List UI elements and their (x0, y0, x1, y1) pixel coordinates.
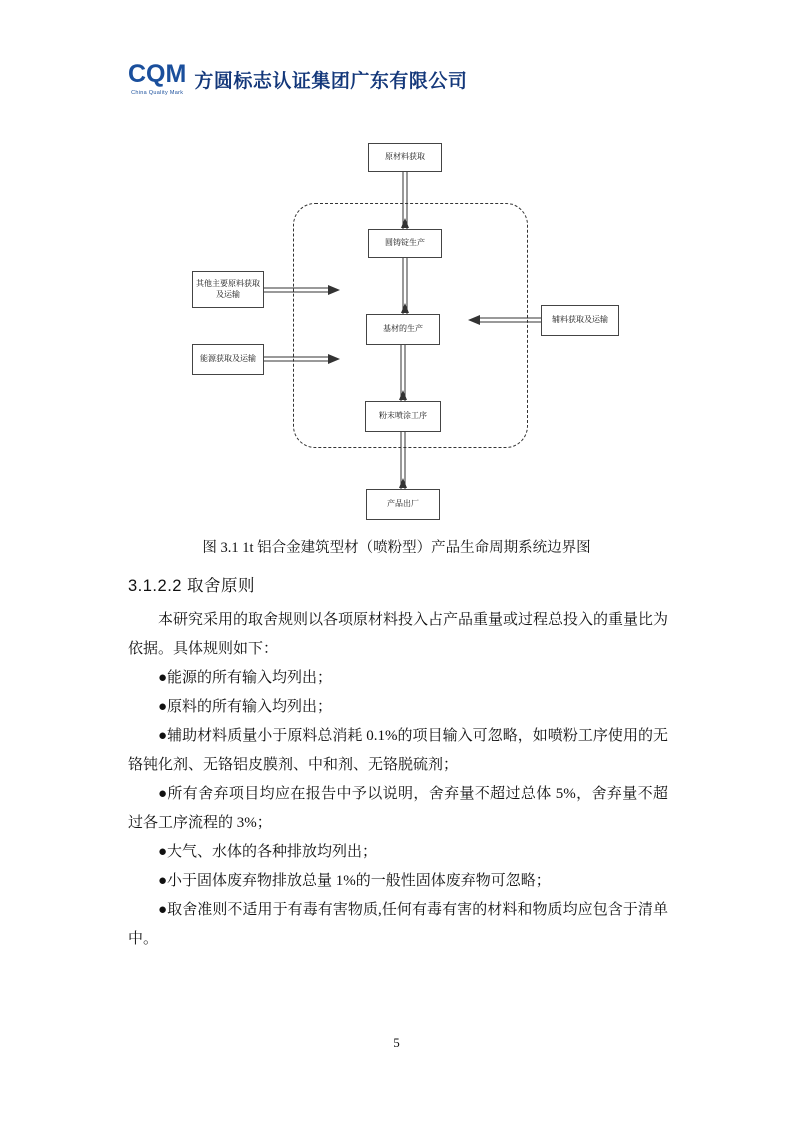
diagram-node-raw-material: 原材料获取 (368, 143, 442, 172)
diagram-node-product-out: 产品出厂 (366, 489, 440, 520)
system-boundary-diagram (150, 125, 660, 525)
cqm-logo-icon (128, 62, 186, 96)
logo-subtitle: China Quality Mark (131, 90, 184, 96)
diagram-node-powder-coating: 粉末喷涂工序 (365, 401, 441, 432)
bullet-1: ●能源的所有输入均列出； (158, 670, 333, 686)
document-header (128, 62, 467, 96)
paragraph-1: 本研究采用的取舍规则以各项原材料投入占产品重量或过程总投入的重量比为依据。具体规则如下： (128, 612, 669, 657)
bullet-7: ●取舍准则不适用于有毒有害物质,任何有毒有害的材料和物质均应包含于清单中。 (128, 902, 668, 947)
bullet-6: ●小于固体废弃物排放总量 1%的一般性固体废弃物可忽略； (158, 873, 551, 889)
bullet-3: ●辅助材料质量小于原料总消耗 0.1%的项目输入可忽略，如喷粉工序使用的无铬钝化剂、无铬铝皮膜剂、中和剂、无铬脱硫剂； (128, 728, 668, 773)
bullet-2: ●原料的所有输入均列出； (158, 699, 333, 715)
section-heading: 3.1.2.2 取舍原则 (128, 577, 256, 595)
company-name: 方圆标志认证集团广东有限公司 (194, 70, 468, 92)
body-text (128, 606, 668, 954)
diagram-node-ingot-casting: 圆铸锭生产 (368, 229, 442, 258)
logo-mark-text: CQM (128, 60, 187, 88)
diagram-node-other-main-material: 其他主要原料获取及运输 (192, 271, 264, 308)
diagram-node-auxiliary: 辅料获取及运输 (541, 305, 619, 336)
page-number: 5 (393, 1035, 400, 1050)
bullet-4: ●所有舍弃项目均应在报告中予以说明，舍弃量不超过总体 5%，舍弃量不超过各工序流程的 3%； (128, 786, 668, 831)
bullet-5: ●大气、水体的各种排放均列出； (158, 844, 378, 860)
diagram-node-energy: 能源获取及运输 (192, 344, 264, 375)
figure-caption: 图 3.1 1t 铝合金建筑型材（喷粉型）产品生命周期系统边界图 (202, 540, 591, 556)
diagram-node-substrate: 基材的生产 (366, 314, 440, 345)
